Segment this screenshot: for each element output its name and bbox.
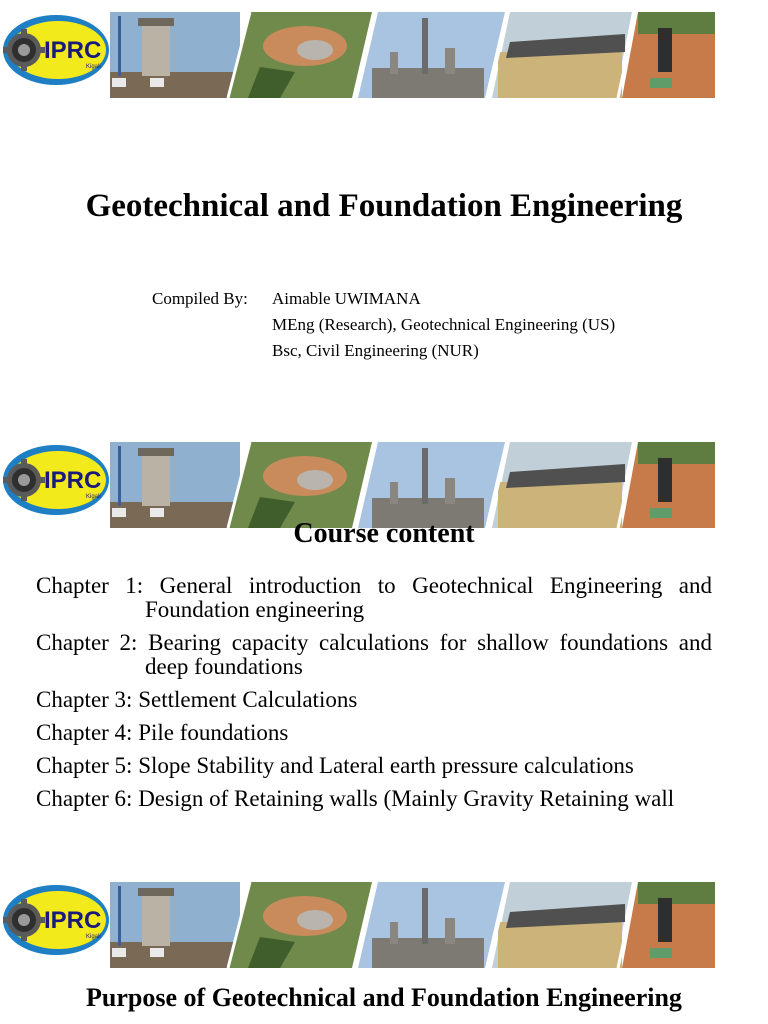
author-info	[152, 286, 615, 364]
slide-purpose	[0, 870, 768, 1024]
logo-subtext: Kigali	[86, 64, 101, 70]
slide-banner	[0, 430, 768, 530]
engineering-photo-strip	[110, 12, 715, 98]
engineering-photo-strip	[110, 882, 715, 968]
iprc-logo	[2, 14, 110, 86]
chapter-item: Chapter 1: General introduction to Geotechnical Engineering and Foundation engineering	[36, 573, 712, 622]
author-name: Aimable UWIMANA	[272, 289, 421, 308]
slide-title	[0, 0, 768, 430]
chapter-item: Chapter 2: Bearing capacity calculations for shallow foundations and deep foundations	[36, 630, 712, 679]
compiled-by-label: Compiled By:	[152, 289, 248, 308]
logo-text: IPRC	[44, 907, 102, 934]
iprc-logo	[2, 884, 110, 956]
chapter-item: Chapter 3: Settlement Calculations	[36, 687, 358, 712]
purpose-title: Purpose of Geotechnical and Foundation Engineering	[86, 983, 682, 1012]
course-title: Geotechnical and Foundation Engineering	[85, 188, 683, 224]
logo-subtext: Kigali	[86, 934, 101, 940]
iprc-logo	[2, 444, 110, 516]
chapter-item: Chapter 5: Slope Stability and Lateral earth pressure calculations	[36, 753, 634, 778]
chapter-item: Chapter 6: Design of Retaining walls (Mainly Gravity Retaining wall	[36, 786, 675, 811]
slide-banner	[0, 870, 768, 970]
engineering-photo-strip	[110, 442, 715, 528]
slide-course-content	[0, 430, 768, 870]
logo-text: IPRC	[44, 467, 102, 494]
author-degree-1: MEng (Research), Geotechnical Engineering (US)	[272, 315, 616, 334]
course-content-title: Course content	[293, 518, 475, 549]
logo-subtext: Kigali	[86, 494, 101, 500]
chapter-item: Chapter 4: Pile foundations	[36, 720, 289, 745]
logo-text: IPRC	[44, 37, 102, 64]
slide-banner	[0, 0, 768, 100]
chapter-list	[36, 574, 712, 820]
author-degree-2: Bsc, Civil Engineering (NUR)	[272, 341, 479, 360]
